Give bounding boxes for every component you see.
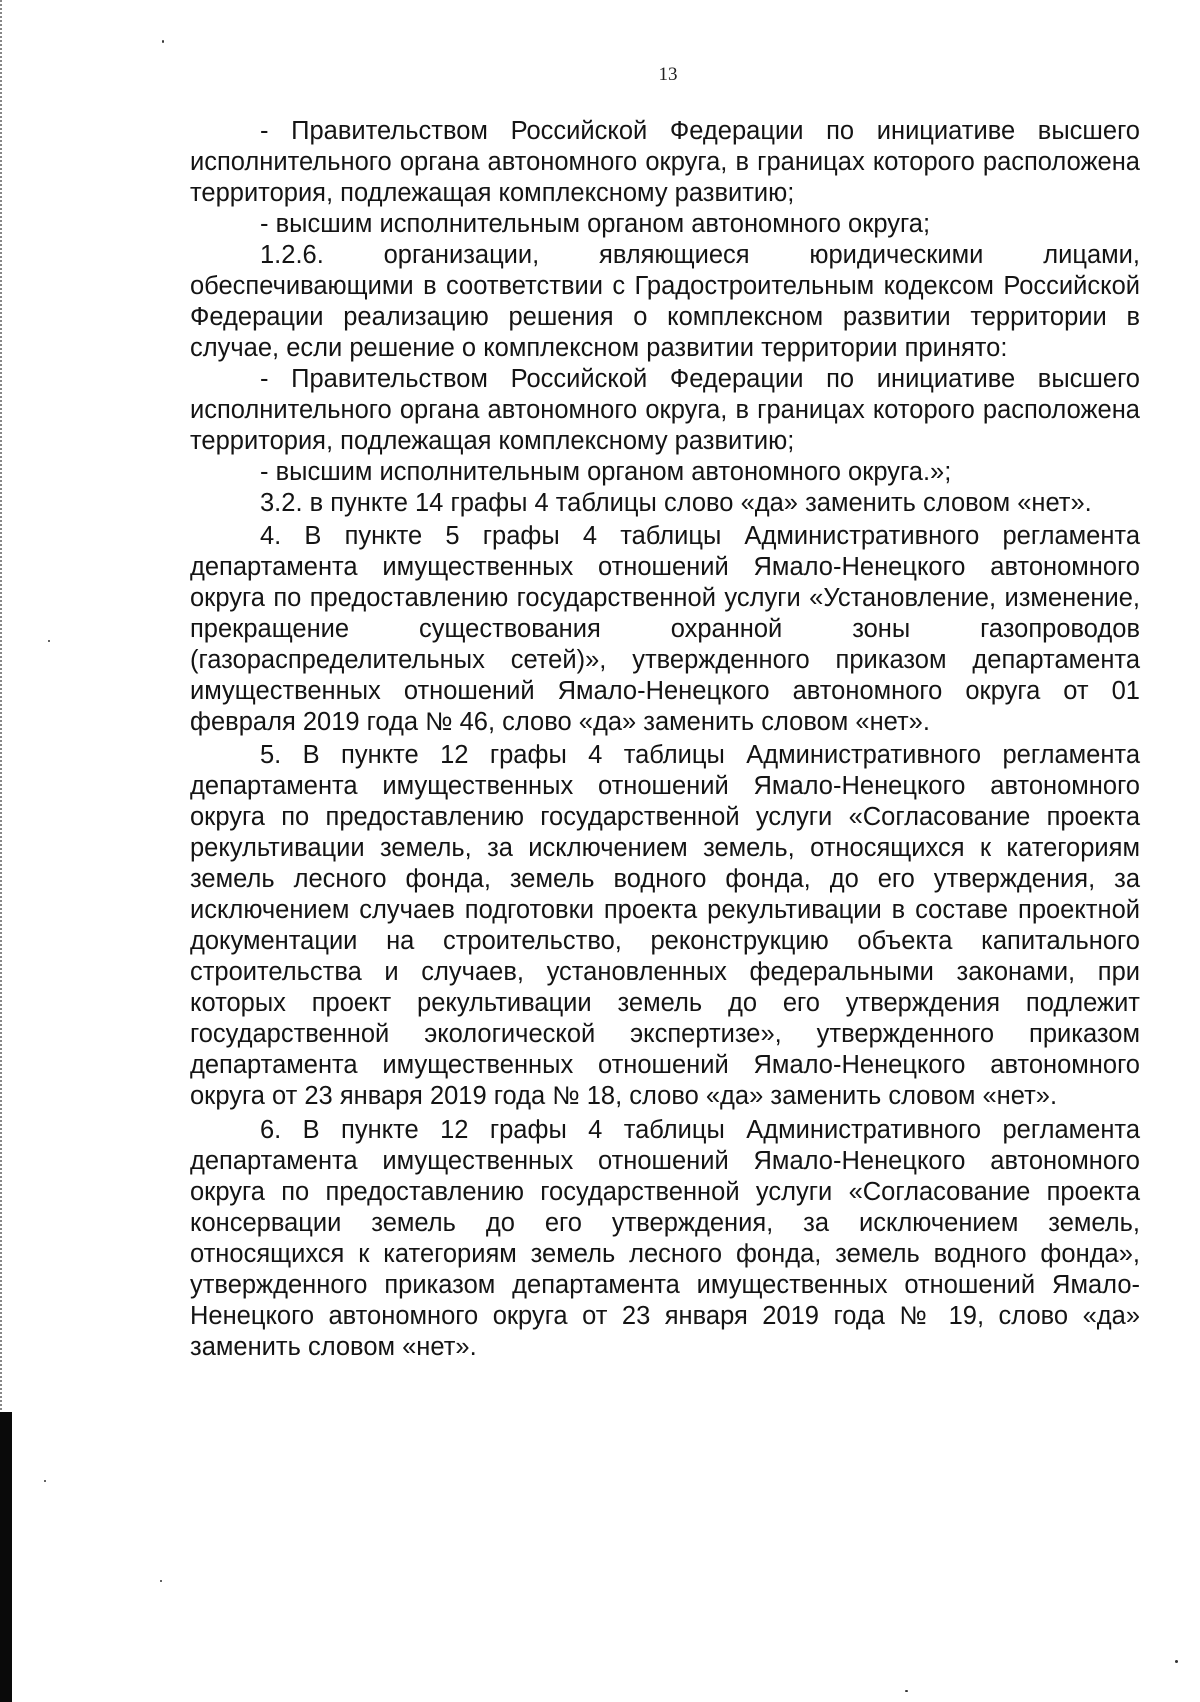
- paragraph-government-initiative: - Правительством Российской Федерации по инициативе высшего исполнительного органа автономного округа, в границах которого расположена территория, подлежащая комплексному развитию;: [190, 117, 1140, 207]
- paragraph-1-2-6: 1.2.6. организации, являющиеся юридическими лицами, обеспечивающими в соответствии с Градостроительным кодексом Российской Федерации реализацию решения о комплексном развитии территории в случае, если решение о комплексном развитии территории принято:: [190, 241, 1140, 362]
- paragraph-executive-body-2: - высшим исполнительным органом автономного округа.»;: [260, 458, 952, 486]
- paragraph-item-4: 4. В пункте 5 графы 4 таблицы Административного регламента департамента имущественных отношений Ямало-Ненецкого автономного округа по предоставлению государственной услуги «Установление, изменение, прекращение существования охранной зоны газопроводов (газораспределительных сетей)», утвержденного приказом департамента имущественных отношений Ямало-Ненецкого автономного округа от 01 февраля 2019 года № 46, слово «да» заменить словом «нет».: [190, 522, 1140, 736]
- paragraph-executive-body: - высшим исполнительным органом автономного округа;: [260, 210, 931, 238]
- scan-speck: [44, 1480, 46, 1482]
- scan-speck: [162, 40, 164, 43]
- scan-speck: [905, 1690, 908, 1692]
- document-body: [190, 116, 1140, 1363]
- paragraph-government-initiative-2: - Правительством Российской Федерации по инициативе высшего исполнительного органа автономного округа, в границах которого расположена территория, подлежащая комплексному развитию;: [190, 365, 1140, 455]
- scan-edge-bottom: [0, 1412, 12, 1702]
- paragraph-item-5: 5. В пункте 12 графы 4 таблицы Административного регламента департамента имущественных отношений Ямало-Ненецкого автономного округа по предоставлению государственной услуги «Согласование проекта рекультивации земель, за исключением земель, относящихся к категориям земель лесного фонда, земель водного фонда, до его утверждения, за исключением случаев подготовки проекта рекультивации в составе проектной документации на строительство, реконструкцию объекта капитального строительства и случаев, установленных федеральными законами, при которых проект рекультивации земель до его утверждения подлежит государственной экологической экспертизе», утвержденного приказом департамента имущественных отношений Ямало-Ненецкого автономного округа от 23 января 2019 года № 18, слово «да» заменить словом «нет».: [190, 741, 1140, 1110]
- scan-speck: [160, 1580, 162, 1582]
- paragraph-item-6: 6. В пункте 12 графы 4 таблицы Административного регламента департамента имущественных отношений Ямало-Ненецкого автономного округа по предоставлению государственной услуги «Согласование проекта консервации земель до его утверждения, за исключением земель, относящихся к категориям земель лесного фонда, земель водного фонда», утвержденного приказом департамента имущественных отношений Ямало-Ненецкого автономного округа от 23 января 2019 года № 19, слово «да» заменить словом «нет».: [190, 1116, 1140, 1361]
- paragraph-3-2: 3.2. в пункте 14 графы 4 таблицы слово «да» заменить словом «нет».: [260, 489, 1092, 517]
- scan-speck: [1175, 1660, 1178, 1663]
- scan-speck: [48, 640, 50, 642]
- page-number: 13: [658, 64, 678, 85]
